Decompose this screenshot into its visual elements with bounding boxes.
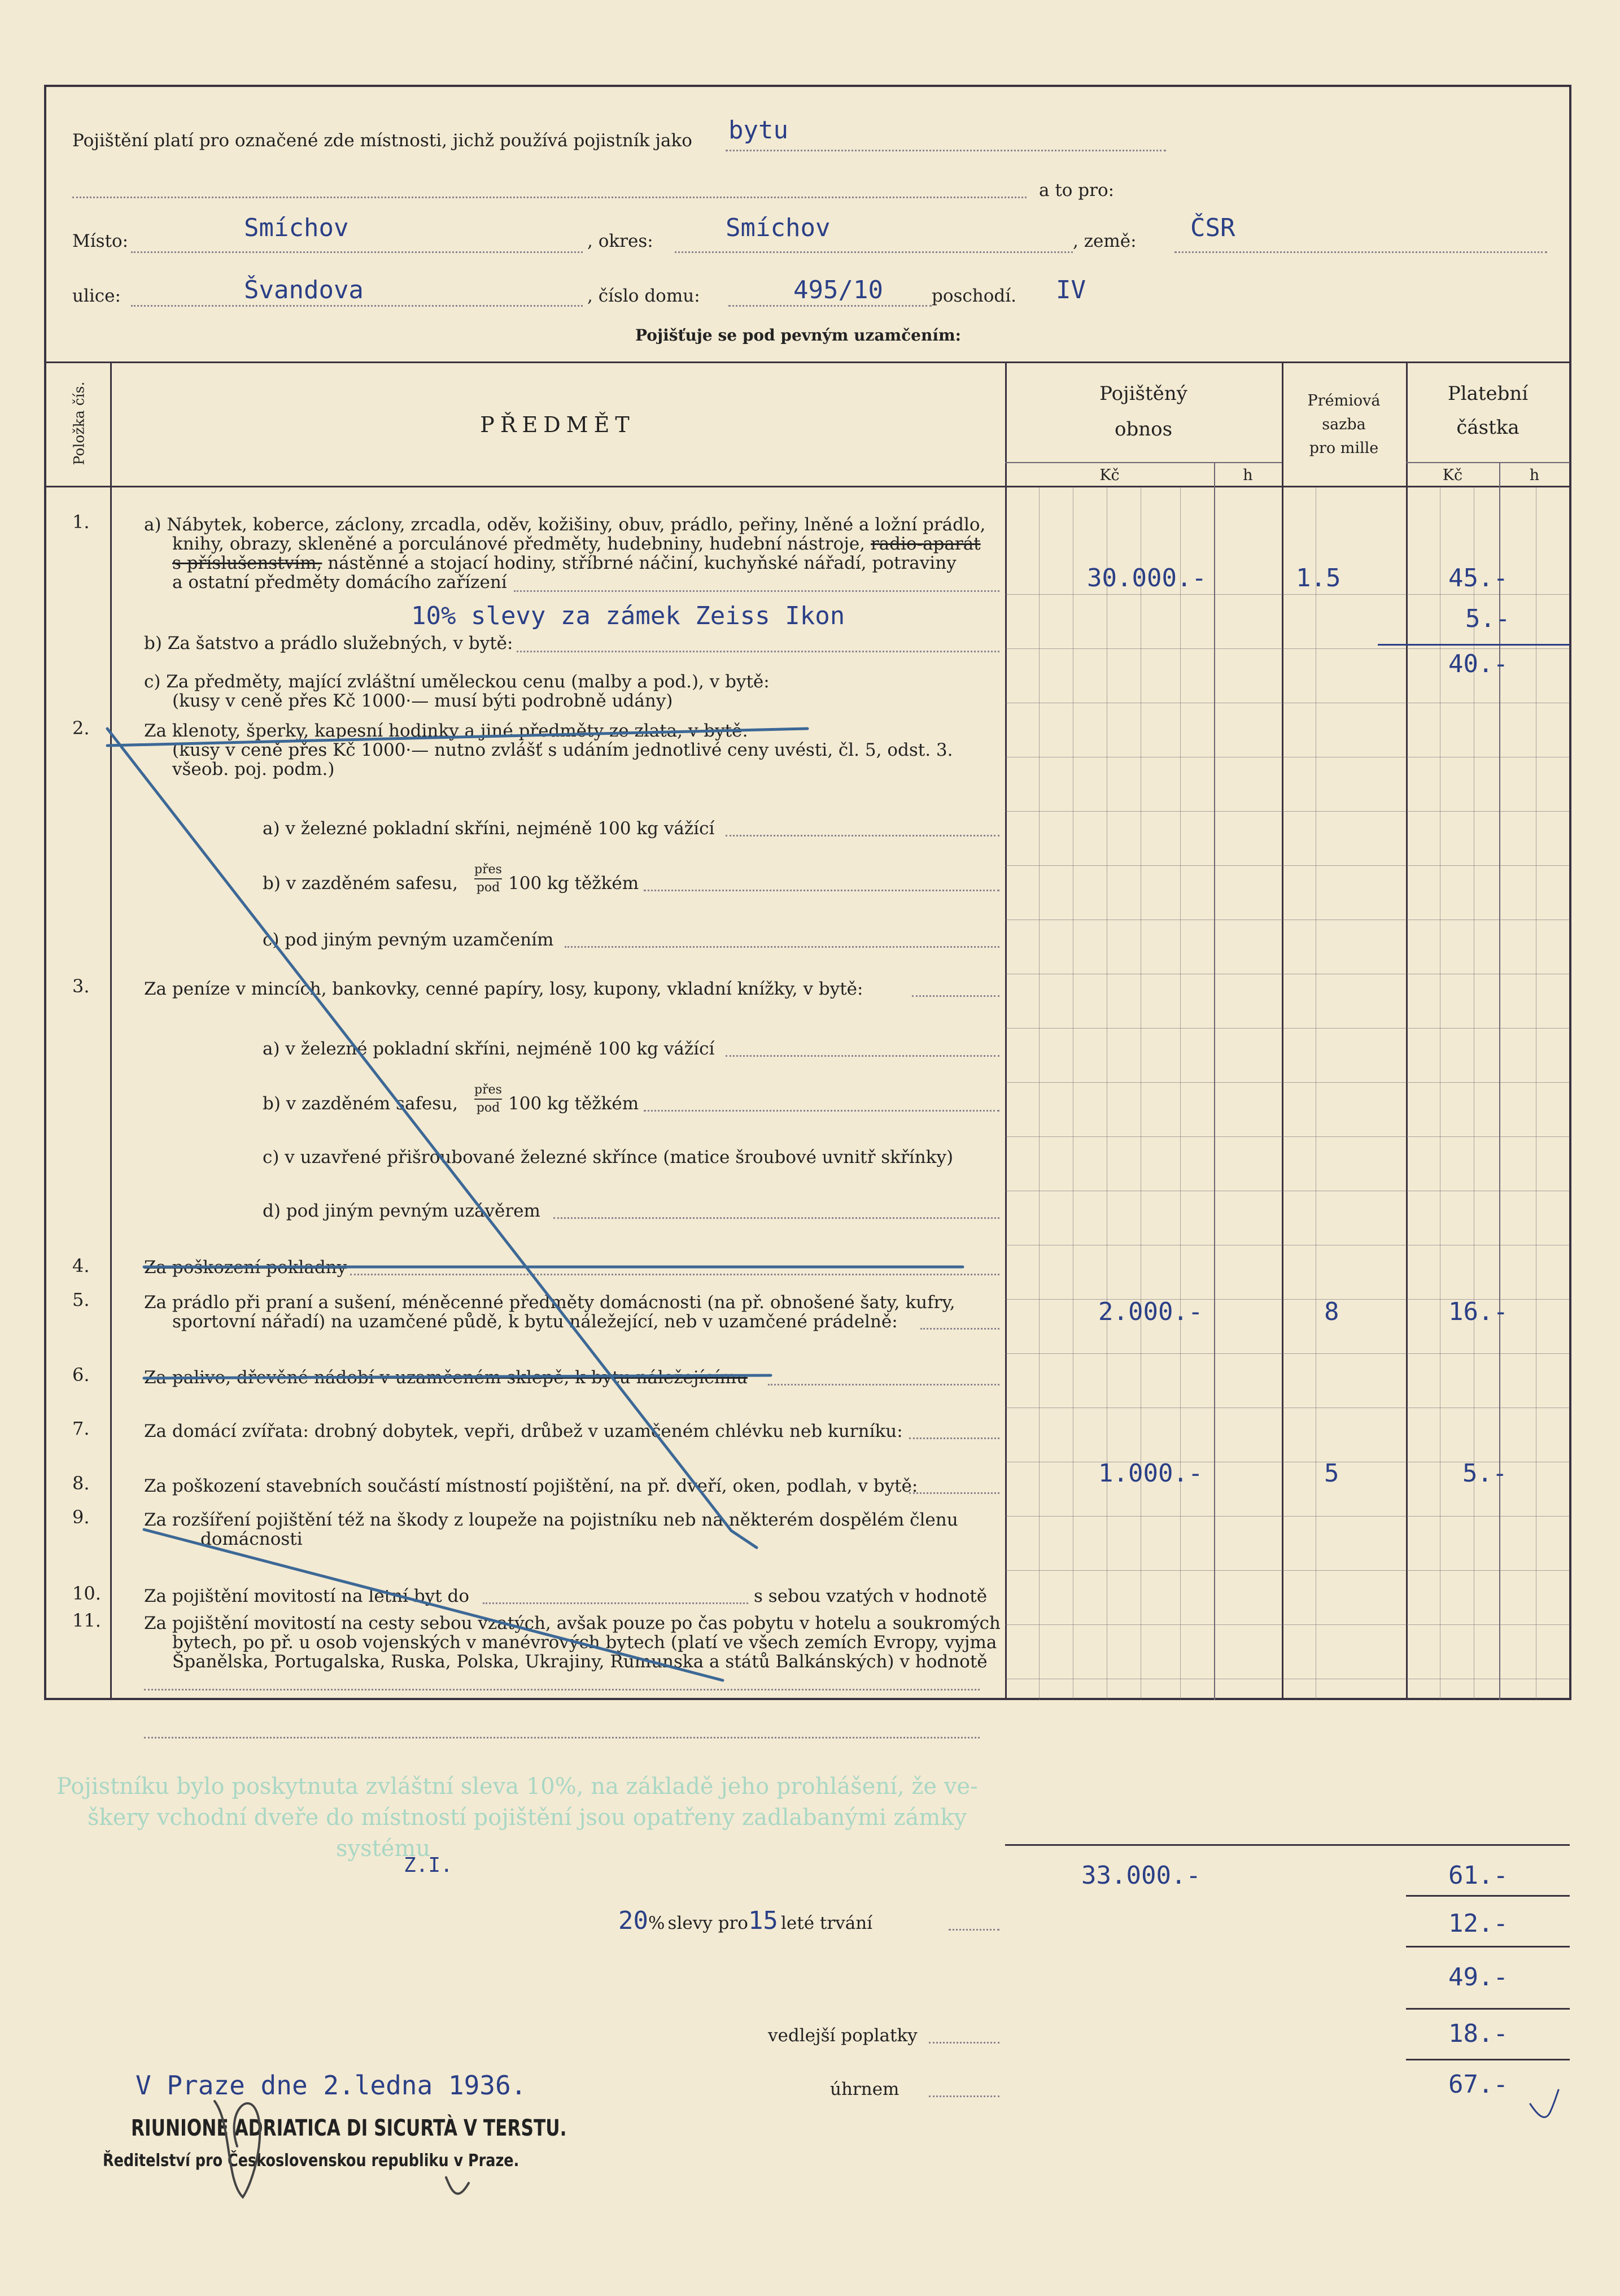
item-number: 1. bbox=[72, 511, 90, 533]
discount-stamp-line-3: systému bbox=[336, 1836, 431, 1862]
row1-sazba: 1.5 bbox=[1296, 564, 1341, 592]
item-number: 10. bbox=[72, 1583, 101, 1604]
row5-sazba: 8 bbox=[1324, 1297, 1339, 1326]
item-text: (kusy v ceně přes Kč 1000·— musí býti podrobně udány) bbox=[172, 691, 673, 711]
misto-label: Místo: bbox=[72, 231, 129, 251]
h-header: h bbox=[1243, 467, 1253, 484]
check-mark bbox=[1530, 2090, 1558, 2117]
item-text: a) Nábytek, koberce, záclony, zrcadla, oděv, kožišiny, obuv, prádlo, peřiny, lněné a ložní prádlo, bbox=[144, 515, 986, 535]
discount-stamp-line-1: Pojistníku bylo poskytnuta zvláštní sleva 10%, na základě jeho prohlášení, že ve- bbox=[56, 1774, 978, 1800]
zeme-value: ČSR bbox=[1190, 214, 1235, 242]
platebni-header-2: částka bbox=[1456, 416, 1519, 439]
ulice-value: Švandova bbox=[244, 276, 364, 304]
sazba-header-1: Prémiová bbox=[1307, 392, 1381, 409]
item-text: bytech, po př. u osob vojenských v manévrových bytech (platí ve všech zemích Evropy, vyjma bbox=[172, 1632, 997, 1653]
misto-value: Smíchov bbox=[244, 214, 349, 242]
cislo-value: 495/10 bbox=[793, 276, 883, 304]
item-text: Španělska, Portugalska, Ruska, Polska, Ukrajiny, Rumunska a států Balkánských) v hodnotě bbox=[172, 1652, 988, 1672]
item-text: Za poškození pokladny bbox=[144, 1257, 347, 1278]
poschodi-value: IV bbox=[1056, 276, 1086, 304]
discount-stamp-line-2: škery vchodní dveře do místností pojištění jsou opatřeny zadlabanými zámky bbox=[88, 1805, 967, 1831]
issue-date: V Praze dne 2.ledna 1936. bbox=[136, 2070, 527, 2101]
item-number: 2. bbox=[72, 717, 90, 739]
obnos-header-2: obnos bbox=[1114, 418, 1173, 441]
sazba-header-2: sazba bbox=[1322, 416, 1366, 433]
cancellation-line bbox=[107, 729, 757, 1548]
item-text: Za domácí zvířata: drobný dobytek, vepři, drůbež v uzamčeném chlévku neb kurníku: bbox=[144, 1421, 903, 1441]
row8-castka: 5.- bbox=[1462, 1459, 1508, 1488]
total-label: úhrnem bbox=[830, 2079, 899, 2099]
lock-label: Pojišťuje se pod pevným uzamčením: bbox=[635, 326, 961, 345]
item-text: c) v uzavřené přišroubované železné skřínce (matice šroubové uvnitř skřínky) bbox=[263, 1147, 954, 1167]
company-stamp: RIUNIONE ADRIATICA DI SICURTÀ V TERSTU. bbox=[131, 2115, 567, 2141]
item-text: 100 kg těžkém bbox=[508, 873, 639, 894]
item-number: 11. bbox=[72, 1610, 101, 1631]
row5-obnos: 2.000.- bbox=[1098, 1297, 1203, 1326]
discount-line: 20% slevy pro15 leté trvání bbox=[618, 1906, 873, 1935]
fees-label: vedlejší poplatky bbox=[768, 2025, 918, 2046]
row1-castka: 45.- bbox=[1448, 564, 1508, 592]
sum-castka: 61.- bbox=[1448, 1861, 1508, 1890]
office-stamp: Ředitelství pro Československou republiku v Praze. bbox=[103, 2151, 519, 2171]
item-number: 4. bbox=[72, 1255, 90, 1276]
total-value: 67.- bbox=[1448, 2070, 1508, 2099]
item-text: knihy, obrazy, skleněné a porculánové předměty, hudebniny, hudební nástroje, radio-aparát bbox=[172, 534, 981, 554]
platebni-header-1: Platební bbox=[1447, 382, 1529, 405]
item-text: a ostatní předměty domácího zařízení bbox=[172, 572, 507, 592]
item-text: Za rozšíření pojištění též na škody z loupeže na pojistníku neb na některém dospělém členu bbox=[144, 1510, 958, 1530]
cancellation-line bbox=[107, 729, 807, 746]
item-text: domácnosti bbox=[200, 1529, 303, 1549]
after-discount-value: 49.- bbox=[1448, 1963, 1508, 1992]
item-number: 9. bbox=[72, 1506, 90, 1528]
item-number: 8. bbox=[72, 1472, 90, 1494]
item-text: Za klenoty, šperky, kapesní hodinky a jiné předměty ze zlata, v bytě: bbox=[144, 721, 748, 741]
item-text: 100 kg těžkém bbox=[508, 1093, 639, 1114]
pres-pod-fraction: přes pod bbox=[474, 1083, 502, 1115]
item-text: b) v zazděném safesu, bbox=[263, 873, 458, 894]
signature bbox=[215, 2101, 469, 2197]
item-text: (kusy v ceně přes Kč 1000·— nutno zvlášť s udáním jednotlivé ceny uvésti, čl. 5, odst. 3. bbox=[172, 740, 953, 760]
row1-obnos: 30.000.- bbox=[1087, 564, 1207, 592]
item-number: 5. bbox=[72, 1289, 90, 1310]
item-text: s sebou vzatých v hodnotě bbox=[754, 1586, 988, 1606]
item-text: s příslušenstvím, nástěnné a stojací hodiny, stříbrné náčiní, kuchyňské nářadí, potraviny bbox=[172, 553, 957, 573]
item-text: d) pod jiným pevným uzávěrem bbox=[263, 1201, 540, 1221]
item-text: Za palivo, dřevěné nádobí v uzamčeném sklepě, k bytu náležejícímu bbox=[144, 1367, 748, 1388]
item-text: Za peníze v mincích, bankovky, cenné papíry, losy, kupony, vkladní knížky, v bytě: bbox=[144, 979, 863, 999]
h-header: h bbox=[1529, 467, 1540, 484]
system-value: Z.I. bbox=[404, 1854, 453, 1877]
row8-obnos: 1.000.- bbox=[1098, 1459, 1203, 1488]
row5-castka: 16.- bbox=[1448, 1297, 1508, 1326]
row1-sleva: 5.- bbox=[1465, 604, 1510, 633]
pres-pod-fraction: přes pod bbox=[474, 862, 502, 895]
item-text: Za pojištění movitostí na cesty sebou vzatých, avšak pouze po čas pobytu v hotelu a soukromých bbox=[144, 1613, 1001, 1633]
item-text: Za pojištění movitostí na letní byt do bbox=[144, 1586, 470, 1606]
cancellation-line bbox=[144, 1375, 771, 1378]
cislo-label: , číslo domu: bbox=[587, 286, 700, 306]
kc-header: Kč bbox=[1442, 467, 1463, 484]
item-text: b) v zazděném safesu, bbox=[263, 1093, 458, 1114]
item-text: a) v železné pokladní skříni, nejméně 100 kg vážící bbox=[263, 818, 715, 839]
item-text: c) pod jiným pevným uzamčením bbox=[263, 930, 554, 950]
okres-label: , okres: bbox=[587, 231, 653, 251]
row1-net: 40.- bbox=[1448, 650, 1508, 678]
fees-value: 18.- bbox=[1448, 2019, 1508, 2048]
item-text: sportovní nářadí) na uzamčené půdě, k bytu náležející, neb v uzamčené prádelně: bbox=[172, 1312, 898, 1332]
sazba-header-3: pro mille bbox=[1309, 439, 1379, 457]
kc-header: Kč bbox=[1099, 467, 1120, 484]
polozka-header-label: Položka čís. bbox=[71, 381, 88, 465]
item-text: b) Za šatstvo a prádlo služebných, v bytě: bbox=[144, 633, 513, 653]
cancellation-line bbox=[144, 1530, 723, 1680]
ulice-label: ulice: bbox=[72, 286, 121, 306]
item-text: c) Za předměty, mající zvláštní uměleckou cenu (malby a pod.), v bytě: bbox=[144, 672, 770, 692]
item-text: a) v železné pokladní skříni, nejméně 100 kg vážící bbox=[263, 1039, 715, 1059]
okres-value: Smíchov bbox=[726, 214, 831, 242]
item-1-note: 10% slevy za zámek Zeiss Ikon bbox=[411, 602, 845, 630]
row8-sazba: 5 bbox=[1324, 1459, 1339, 1488]
item-number: 3. bbox=[72, 975, 90, 997]
header-line2-label: a to pro: bbox=[1039, 180, 1115, 201]
predmet-header: PŘEDMĚT bbox=[480, 412, 635, 437]
zeme-label: , země: bbox=[1073, 231, 1137, 251]
sum-obnos: 33.000.- bbox=[1081, 1861, 1201, 1890]
item-text: Za prádlo při praní a sušení, méněcenné předměty domácnosti (na př. obnošené šaty, kufry, bbox=[144, 1292, 955, 1313]
header-line1-label: Pojištění platí pro označené zde místnosti, jichž používá pojistník jako bbox=[72, 130, 692, 151]
item-text: Za poškození stavebních součástí místností pojištění, na př. dveří, oken, podlah, v bytě: bbox=[144, 1476, 918, 1496]
item-number: 7. bbox=[72, 1418, 90, 1439]
item-number: 6. bbox=[72, 1364, 90, 1386]
poschodi-label: poschodí. bbox=[932, 286, 1017, 306]
header-line1-value: bytu bbox=[728, 116, 788, 145]
item-text: všeob. poj. podm.) bbox=[172, 759, 335, 779]
discount-value: 12.- bbox=[1448, 1909, 1508, 1938]
obnos-header-1: Pojištěný bbox=[1099, 382, 1187, 405]
